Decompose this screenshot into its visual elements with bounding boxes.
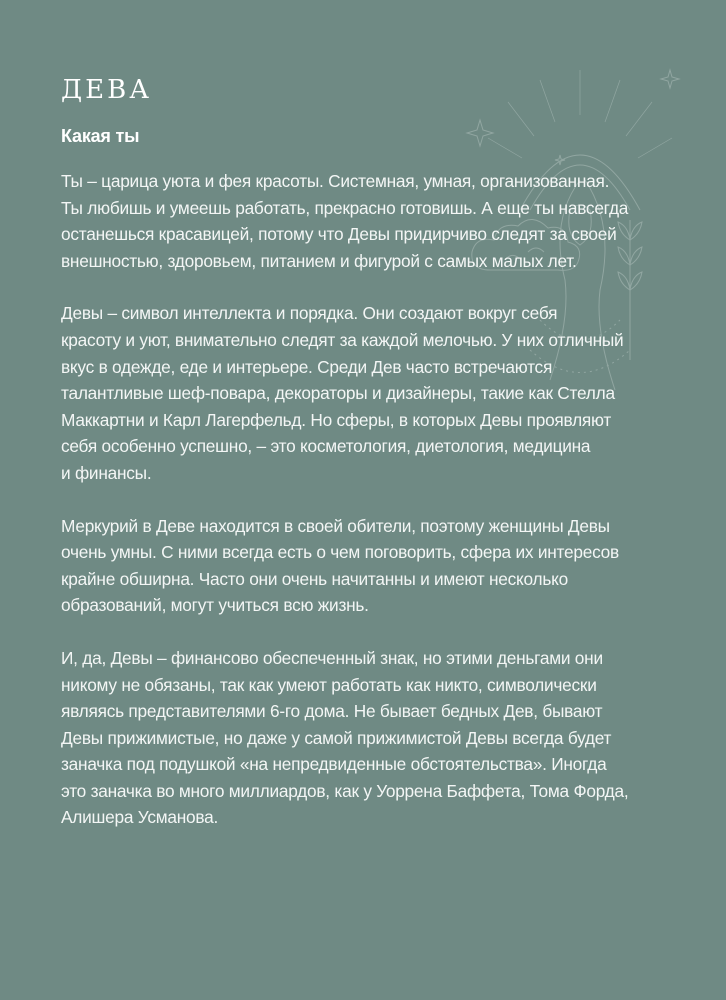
page-title: ДЕВА — [61, 75, 152, 105]
paragraph-line: Меркурий в Деве находится в своей обители, поэтому женщины Девы — [61, 515, 610, 536]
paragraph-line: Девы прижимистые, но даже у самой прижимистой Девы всегда будет — [61, 727, 612, 748]
paragraph-4 — [61, 645, 661, 831]
paragraph-line: являясь представителями 6-го дома. Не бывает бедных Дев, бывают — [61, 701, 603, 722]
paragraph-line: и финансы. — [61, 462, 152, 483]
paragraph-line: себя особенно успешно, – это косметология, диетология, медицина — [61, 436, 591, 457]
paragraph-line: заначка под подушкой «на непредвиденные обстоятельства». Иногда — [61, 754, 607, 775]
paragraph-line: внешностью, здоровьем, питанием и фигурой с самых малых лет. — [61, 250, 577, 271]
paragraph-1 — [61, 168, 661, 274]
paragraph-line: Маккартни и Карл Лагерфельд. Но сферы, в которых Девы проявляют — [61, 409, 612, 430]
section-subtitle: Какая ты — [61, 126, 140, 146]
paragraph-line: очень умны. С ними всегда есть о чем поговорить, сфера их интересов — [61, 542, 619, 563]
paragraph-line: крайне обширна. Часто они очень начитанны и имеют несколько — [61, 568, 568, 589]
paragraph-line: Ты любишь и умеешь работать, прекрасно готовишь. А еще ты навсегда — [61, 197, 629, 218]
paragraph-line: талантливые шеф-повара, декораторы и дизайнеры, такие как Стелла — [61, 383, 615, 404]
paragraph-line: никому не обязаны, так как умеют работать как никто, символически — [61, 674, 597, 695]
body-text — [61, 168, 661, 857]
paragraph-line: Алишера Усманова. — [61, 807, 219, 828]
paragraph-3 — [61, 513, 661, 619]
paragraph-line: останешься красавицей, потому что Девы придирчиво следят за своей — [61, 224, 617, 245]
paragraph-line: красоту и уют, внимательно следят за каждой мелочью. У них отличный — [61, 329, 624, 350]
paragraph-2 — [61, 300, 661, 486]
paragraph-line: вкус в одежде, еде и интерьере. Среди Дев часто встречаются — [61, 356, 553, 377]
paragraph-line: Девы – символ интеллекта и порядка. Они создают вокруг себя — [61, 303, 558, 324]
paragraph-line: образований, могут учиться всю жизнь. — [61, 595, 369, 616]
paragraph-line: Ты – царица уюта и фея красоты. Системная, умная, организованная. — [61, 171, 610, 191]
paragraph-line: И, да, Девы – финансово обеспеченный знак, но этими деньгами они — [61, 647, 603, 668]
paragraph-line: это заначка во много миллиардов, как у Уоррена Баффета, Тома Форда, — [61, 780, 629, 801]
